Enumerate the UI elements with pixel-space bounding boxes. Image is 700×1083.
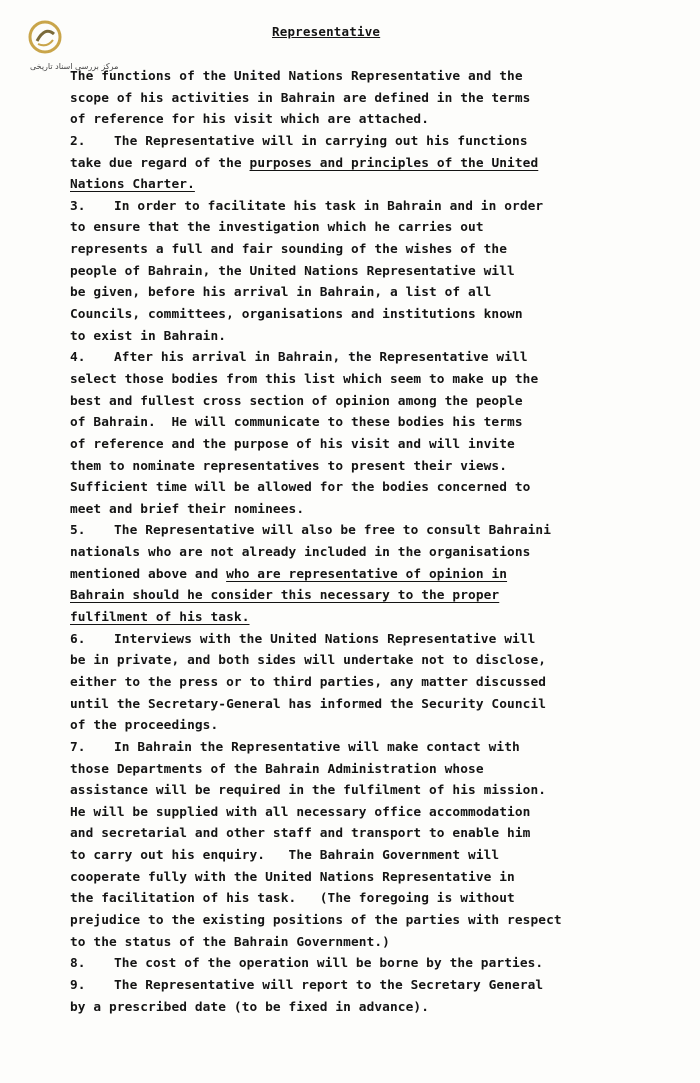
text-line: Councils, committees, organisations and institutions known xyxy=(70,307,523,323)
text-line: either to the press or to third parties, any matter discussed xyxy=(70,674,547,690)
paragraph-4-first-line xyxy=(70,347,670,369)
text-line: He will be supplied with all necessary office accommodation xyxy=(70,804,531,820)
text-line xyxy=(70,174,670,196)
text-line xyxy=(70,564,670,586)
text-line: by a prescribed date (to be fixed in advance). xyxy=(70,999,430,1015)
text-span: Interviews with the United Nations Representative will xyxy=(114,631,536,647)
underlined-text: Bahrain should he consider this necessary to the proper xyxy=(70,588,500,604)
text-line: of Bahrain. He will communicate to these bodies his terms xyxy=(70,415,523,431)
paragraph-number: 5. xyxy=(70,523,86,539)
text-span: The Representative will also be free to consult Bahraini xyxy=(114,523,552,539)
text-line: until the Secretary-General has informed the Security Council xyxy=(70,696,547,712)
paragraph-number: 2. xyxy=(70,133,86,149)
paragraph-number: 8. xyxy=(70,956,86,972)
archive-logo-text: مرکز بررسی اسناد تاریخی xyxy=(30,62,119,71)
text-line: of the proceedings. xyxy=(70,718,219,734)
document-title: Representative xyxy=(272,24,381,39)
text-span: take due regard of the xyxy=(70,155,250,171)
paragraph-7-first-line xyxy=(70,737,670,759)
text-span: The Representative will report to the Secretary General xyxy=(114,977,544,993)
document-body xyxy=(70,66,670,1018)
text-line xyxy=(70,585,670,607)
paragraph-5-first-line xyxy=(70,520,670,542)
text-line: be given, before his arrival in Bahrain, a list of all xyxy=(70,285,492,301)
text-span: In order to facilitate his task in Bahrain and in order xyxy=(114,198,544,214)
paragraph-number: 9. xyxy=(70,977,86,993)
text-line: the facilitation of his task. (The foregoing is without xyxy=(70,891,515,907)
text-line: be in private, and both sides will undertake not to disclose, xyxy=(70,653,547,669)
text-line: assistance will be required in the fulfilment of his mission. xyxy=(70,783,547,799)
text-line: cooperate fully with the United Nations Representative in xyxy=(70,869,515,885)
text-line: The functions of the United Nations Representative and the xyxy=(70,69,523,84)
archive-logo xyxy=(14,20,164,70)
text-line: scope of his activities in Bahrain are defined in the terms xyxy=(70,90,531,106)
paragraph-number: 3. xyxy=(70,198,86,214)
paragraph-2-first-line xyxy=(70,131,670,153)
text-line: meet and brief their nominees. xyxy=(70,501,305,517)
text-span: The Representative will in carrying out his functions xyxy=(114,133,528,149)
text-line: to ensure that the investigation which he carries out xyxy=(70,220,484,236)
text-line: best and fullest cross section of opinion among the people xyxy=(70,393,523,409)
paragraph-number: 4. xyxy=(70,350,86,366)
underlined-text: who are representative of opinion in xyxy=(226,566,508,582)
paragraph-number: 7. xyxy=(70,739,86,755)
text-line: of reference for his visit which are attached. xyxy=(70,112,430,128)
text-line: people of Bahrain, the United Nations Representative will xyxy=(70,263,515,279)
paragraph-9-first-line xyxy=(70,975,670,997)
text-line: them to nominate representatives to present their views. xyxy=(70,458,508,474)
underlined-text: fulfilment of his task. xyxy=(70,610,250,626)
text-span: In Bahrain the Representative will make contact with xyxy=(114,739,520,755)
text-line: to the status of the Bahrain Government.) xyxy=(70,934,390,950)
text-line: and secretarial and other staff and transport to enable him xyxy=(70,826,531,842)
text-line: nationals who are not already included in the organisations xyxy=(70,545,531,561)
text-line: of reference and the purpose of his visit and will invite xyxy=(70,436,515,452)
paragraph-8-first-line xyxy=(70,953,670,975)
paragraph-3-first-line xyxy=(70,196,670,218)
text-span: mentioned above and xyxy=(70,566,227,582)
text-span: After his arrival in Bahrain, the Representative will xyxy=(114,350,528,366)
text-line xyxy=(70,607,670,629)
text-line xyxy=(70,153,670,175)
text-line: represents a full and fair sounding of the wishes of the xyxy=(70,242,508,258)
paragraph-6-first-line xyxy=(70,629,670,651)
archive-logo-icon xyxy=(28,20,62,54)
underlined-text: purposes and principles of the United xyxy=(249,155,539,171)
text-line: those Departments of the Bahrain Administration whose xyxy=(70,761,484,777)
underlined-text: Nations Charter. xyxy=(70,177,195,193)
text-line: to exist in Bahrain. xyxy=(70,328,227,344)
text-span: The cost of the operation will be borne by the parties. xyxy=(114,956,544,972)
text-line: to carry out his enquiry. The Bahrain Government will xyxy=(70,848,500,864)
text-line: Sufficient time will be allowed for the bodies concerned to xyxy=(70,480,531,496)
paragraph-number: 6. xyxy=(70,631,86,647)
text-line: select those bodies from this list which seem to make up the xyxy=(70,371,539,387)
text-line: prejudice to the existing positions of the parties with respect xyxy=(70,912,562,928)
